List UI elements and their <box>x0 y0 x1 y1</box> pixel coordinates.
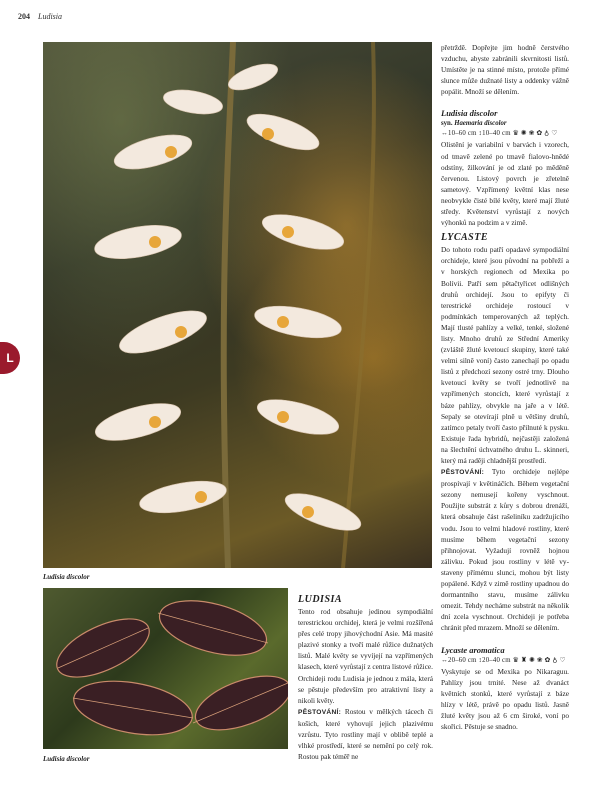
ludisia-leaves-photo <box>43 588 288 749</box>
main-photo-caption: Ludisia discolor <box>43 573 90 581</box>
thumb-index-letter: L <box>6 351 14 365</box>
species-size-symbols: ↔10–60 cm ↕10–40 cm ♛ ✺ ❀ ✿ ♁ ♡ <box>441 130 558 138</box>
page-number: 204 <box>18 12 30 21</box>
species-name: Lycaste aromatica <box>441 644 505 655</box>
flower-spike-illustration <box>43 42 432 568</box>
cultivation-lead: PĚSTOVÁNÍ: <box>298 708 342 716</box>
cultivation-lead: PĚSTOVÁNÍ: <box>441 469 485 477</box>
species-size-symbols: ↔20–60 cm ↕20–40 cm ♛ ♜ ✺ ❀ ✿ ♁ ♡ <box>441 656 566 664</box>
continued-paragraph: přetrždě. Dopřejte jim hodně čerstvého vzduchu, abyste zabránili skvrnitosti listů. Umístěte je na stinné místo, protože přímé slunce může dužnaté listy a oddenky vážně popálit. Množí se dělením. <box>441 43 569 97</box>
thumb-index-tab <box>0 342 20 374</box>
species-description: Vyskytuje se od Mexika po Nikaraguu. Pahlízy jsou trnité. Nese až dvanáct květních stonků, které vyrůstají z báze hlízy v létě, právě po opadu listů. Jasně žluté květy jsou až 6 cm široké, voní po skořici. Pěstuje se snadno. <box>441 666 569 731</box>
synonym-name: Haemaria discolor <box>454 120 507 128</box>
species-description: Olistění je variabilní v barvách i vzorech, od tmavě zelené po tmavě fialovo-hnědé odstíny, žilkování je od zlaté po měděně červenou. Listový povrch je zřetelně sametový. Vzpřímený květní klas nese neobvykle čisté bílé květy, které mají žluté středy. Květenství vyrůstají z nových výhonků na podzim a v zimě. <box>441 140 569 228</box>
genus-heading: LYCASTE <box>441 232 489 244</box>
genus-description: Do tohoto rodu patří opadavé sympodiální orchideje, které jsou původní na pobřeží a v horských regionech od Mexika po Bolívii. Patří sem pětačtyřicet odlišných druhů orchidejí. Jsou to epifyty či terestrické orchideje rostoucí v podmínkách temperovaných až teplých. Mají tlusté pahlízy a velké, tenké, složené listy. Mnoho druhů ze Střední Ameriky (zvláště žluté kvetoucí skupiny, které také velmi silně voní) často zanechají po opadu listů z předchozí sezony ostré trny. Dlouho kvetoucí květy se tvoří jednotlivě na vzpřímených stoncích, které vyrůstají z báze pahlízy, obvykle na jaře a v létě. Sepaly se otevírají plně u většiny druhů, zatímco petaly tvoří často přilnuté k pysku. Existuje řada hybridů, nejčastěji založená na šlechtění úchvatného druhu L. skinneri, který má raději chladnější prostředí. <box>441 245 569 465</box>
middle-text-column <box>298 590 433 762</box>
cultivation-text: Rostou v mělkých tácech či košich, které vyhovují jejich plazivému vzrůstu. Tyto rostliny mají v oblibě teplé a vlhké prostředí, které se nemění po celý rok. Rostou pak téměř ne <box>298 706 434 762</box>
species-name: Ludisia discolor <box>441 108 498 119</box>
genus-description: Tento rod obsahuje jedinou sympodiální terestrickou orchidej, která je velmi rozšířená přes celé tropy jihovýchodní Asie. Má masité plazivé stonky a tvoří malé růžice dužnatých listů. Malé květy se vyvíjejí na vzpřímených klasech, které vyrůstají z centra listové růžice. Orchideji rodu Ludisia je jednou z mála, která se pěstuje především pro atraktivní listy a nikoli květy. <box>298 607 433 705</box>
running-title: Ludisia <box>38 12 63 21</box>
cultivation-paragraph <box>441 466 569 633</box>
ludisia-flower-photo <box>43 42 432 568</box>
species-synonym <box>441 119 569 129</box>
leaves-illustration <box>43 588 288 749</box>
synonym-prefix: syn. <box>441 120 453 128</box>
cultivation-paragraph <box>298 706 433 762</box>
genus-heading: LUDISIA <box>298 594 343 605</box>
right-text-column <box>441 42 569 732</box>
cultivation-text: Tyto orchideje nejlépe prospívají v květináčích. Během vegetační sezony nemusejí kořeny vyschnout. Použijte substrát z kůry s dobrou drenáží, která obsahuje část rašeliníku zadržujícího vodu. Jsou to velmi hladové rostliny, které musíme během vegetační sezony přihnojovat. Vyžadují rovněž hojnou zálivku. Pokud jsou rostliny v létě vystaveny přímému slunci, mohou být listy popálené. Když v zimě rostliny upadnou do dormantního stavu, musíme zálivku omezit. Tehdy necháme substrát na několik dní zcela vyschnout. Orchideji je potřeba chránit před mrazem. Množí se dělením. <box>441 467 569 633</box>
page-header <box>18 12 62 21</box>
small-photo-caption: Ludisia discolor <box>43 755 90 763</box>
